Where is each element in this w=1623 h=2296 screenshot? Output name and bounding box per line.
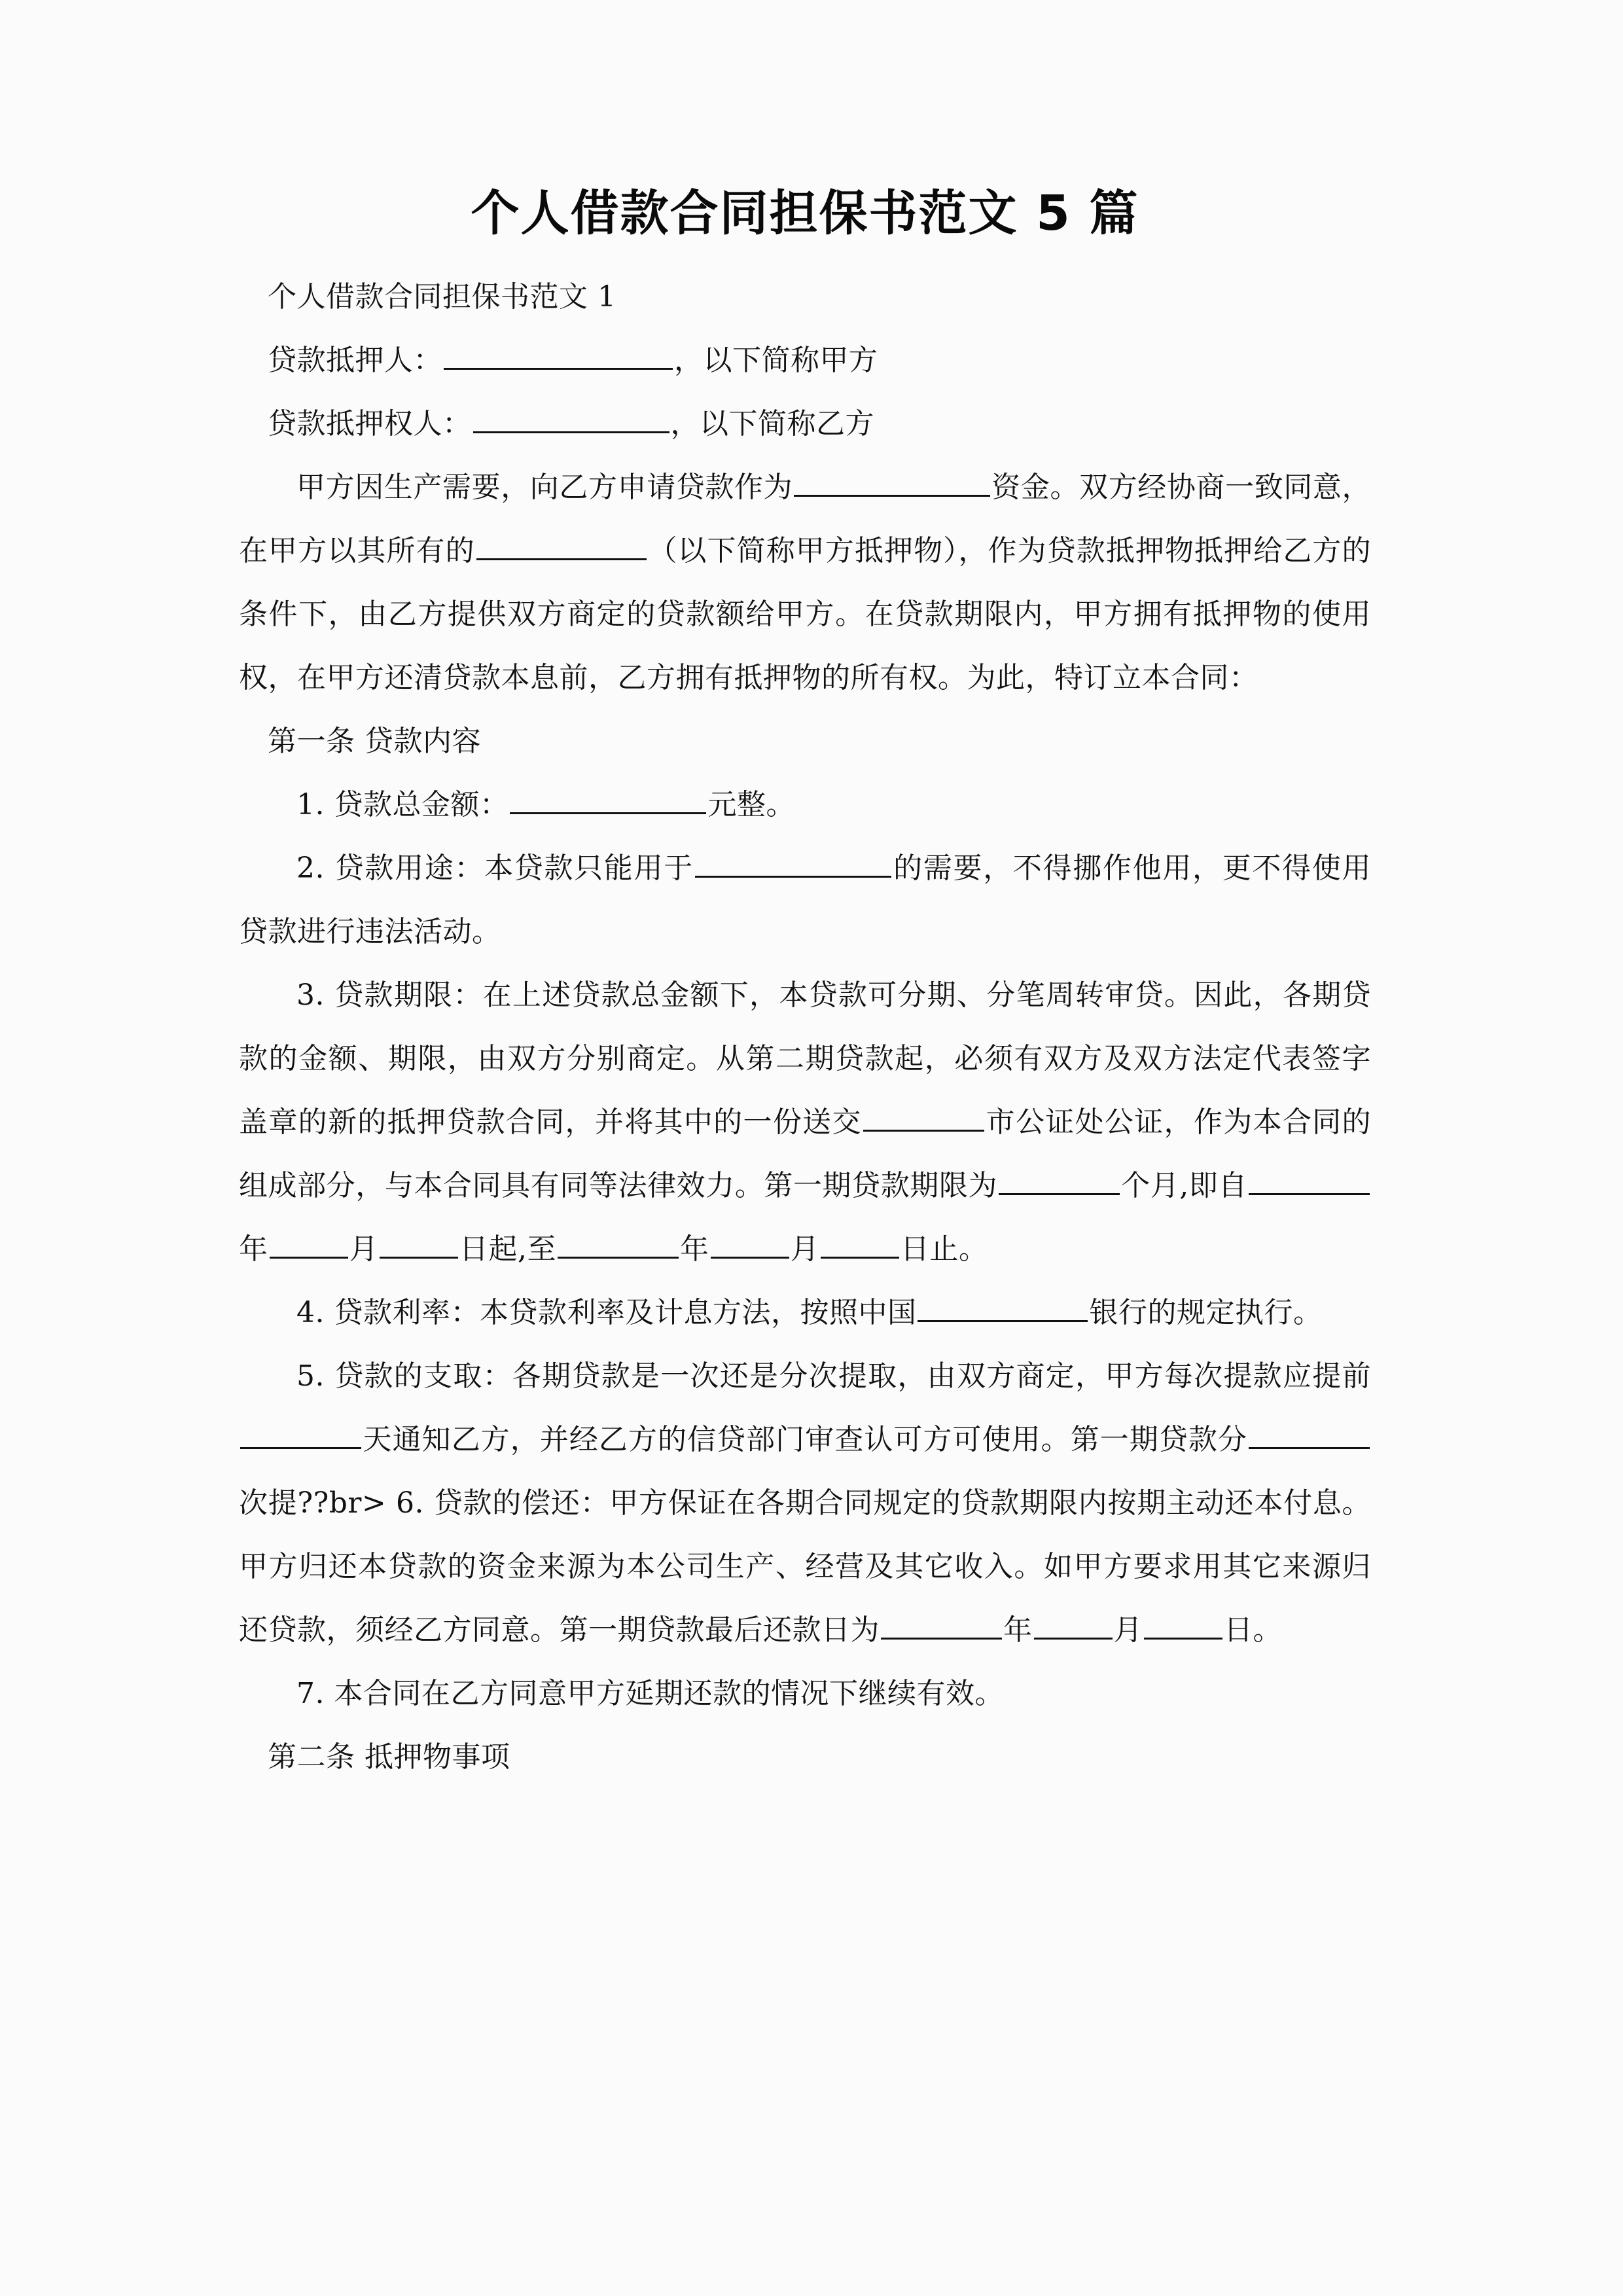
item5-seg2: 天通知乙方，并经乙方的信贷部门审查认可方可使用。第一期贷款分 (363, 1422, 1247, 1456)
item3-start-month-blank[interactable] (270, 1229, 348, 1259)
paragraph-pledgee (239, 392, 1371, 456)
item5-seg4: 年 (1003, 1613, 1033, 1647)
paragraph-item-2 (239, 836, 1371, 963)
pledgee-label: 贷款抵押权人： (268, 406, 472, 440)
paragraph-item-1 (239, 773, 1371, 836)
paragraph-subtitle: 个人借款合同担保书范文 1 (268, 279, 616, 314)
item3-seg6: 日起,至 (459, 1232, 556, 1266)
item3-end-year-blank[interactable] (558, 1229, 679, 1259)
preamble-collateral-blank[interactable] (476, 531, 647, 560)
pledgor-blank-field[interactable] (444, 340, 673, 370)
paragraph-item-3 (239, 963, 1371, 1281)
preamble-seg1: 甲方因生产需要，向乙方申请贷款作为 (296, 470, 793, 504)
item3-start-year-blank[interactable] (1249, 1166, 1370, 1195)
preamble-seg3: （以下简称甲方抵押物），作为贷款抵押物抵押给乙方的条件下，由乙方提供双方商定的贷款额给甲方。在贷款期限内，甲方拥有抵押物的使用权，在甲方还清贷款本息前，乙方拥有抵押物的所有权。为此，特订立本合同： (239, 533, 1372, 694)
item5-seg1: 5. 贷款的支取：各期贷款是一次还是分次提取，由双方商定，甲方每次提款应提前 (296, 1359, 1371, 1393)
item5-days-blank[interactable] (240, 1420, 361, 1449)
heading-article-2: 第二条 抵押物事项 (268, 1740, 510, 1774)
item5-seg5: 月 (1113, 1613, 1143, 1647)
item2-usage-blank[interactable] (695, 848, 891, 878)
item3-seg7: 年 (680, 1232, 709, 1266)
item3-months-blank[interactable] (999, 1166, 1120, 1195)
item3-seg4: 年 (239, 1232, 268, 1266)
item3-start-day-blank[interactable] (380, 1229, 458, 1259)
paragraph-item-7: 7. 本合同在乙方同意甲方延期还款的情况下继续有效。 (296, 1676, 1004, 1710)
item3-seg9: 日止。 (901, 1232, 988, 1266)
item5-seg3: 次提??br> 6. 贷款的偿还：甲方保证在各期合同规定的贷款期限内按期主动还本付息。甲方归还本贷款的资金来源为本公司生产、经营及其它收入。如甲方要求用其它来源归还贷款，须经乙方同意。第一期贷款最后还款日为 (239, 1486, 1371, 1647)
item1-seg2: 元整。 (707, 787, 795, 821)
item5-seg6: 日。 (1224, 1613, 1282, 1647)
item3-end-month-blank[interactable] (711, 1229, 789, 1259)
item4-seg2: 银行的规定执行。 (1089, 1295, 1323, 1329)
paragraph-preamble (239, 456, 1371, 709)
item1-seg1: 1. 贷款总金额： (296, 787, 509, 821)
preamble-purpose-blank[interactable] (794, 467, 990, 497)
item3-seg8: 月 (790, 1232, 819, 1266)
pledgor-label: 贷款抵押人： (268, 343, 442, 377)
item3-seg1: 3. 贷款期限：在上述贷款总金额下，本贷款可分期、分笔周转审贷。因此，各期贷款的金额、期限，由双方分别商定。从第二期贷款起，必须有双方及双方法定代表签字盖章的新的抵押贷款合同，并将其中的一份送交 (239, 978, 1371, 1139)
paragraph-pledgor (239, 329, 1371, 392)
item5-final-year-blank[interactable] (881, 1610, 1002, 1640)
pledgee-blank-field[interactable] (473, 404, 669, 433)
item3-end-day-blank[interactable] (821, 1229, 899, 1259)
item5-final-month-blank[interactable] (1034, 1610, 1113, 1640)
item2-seg1: 2. 贷款用途：本贷款只能用于 (296, 851, 694, 885)
pledgor-suffix: ，以下简称甲方 (674, 343, 878, 377)
item4-bank-blank[interactable] (918, 1293, 1088, 1322)
preamble-seg2: 资金。双方经协商一致同意，在甲方以其所有的 (239, 470, 1372, 567)
item3-seg3: 个月,即自 (1121, 1168, 1247, 1202)
paragraph-item-4 (239, 1281, 1371, 1344)
item3-seg2: 市公证处公证，作为本合同的组成部分，与本合同具有同等法律效力。第一期贷款期限为 (239, 1105, 1372, 1202)
page-title: 个人借款合同担保书范文 5 篇 (471, 185, 1139, 242)
item3-seg5: 月 (349, 1232, 378, 1266)
paragraph-item-5 (239, 1344, 1371, 1662)
pledgee-suffix: ，以下简称乙方 (670, 406, 874, 440)
item1-amount-blank[interactable] (510, 785, 706, 814)
heading-article-1: 第一条 贷款内容 (268, 724, 481, 758)
document-content (239, 0, 1371, 1789)
document-body (239, 265, 1371, 1789)
item5-final-day-blank[interactable] (1144, 1610, 1222, 1640)
item4-seg1: 4. 贷款利率：本贷款利率及计息方法，按照中国 (296, 1295, 917, 1329)
item3-city-blank[interactable] (863, 1102, 984, 1132)
item2-seg2: 的需要，不得挪作他用，更不得使用贷款进行违法活动。 (239, 851, 1372, 948)
item5-times-blank[interactable] (1249, 1420, 1370, 1449)
